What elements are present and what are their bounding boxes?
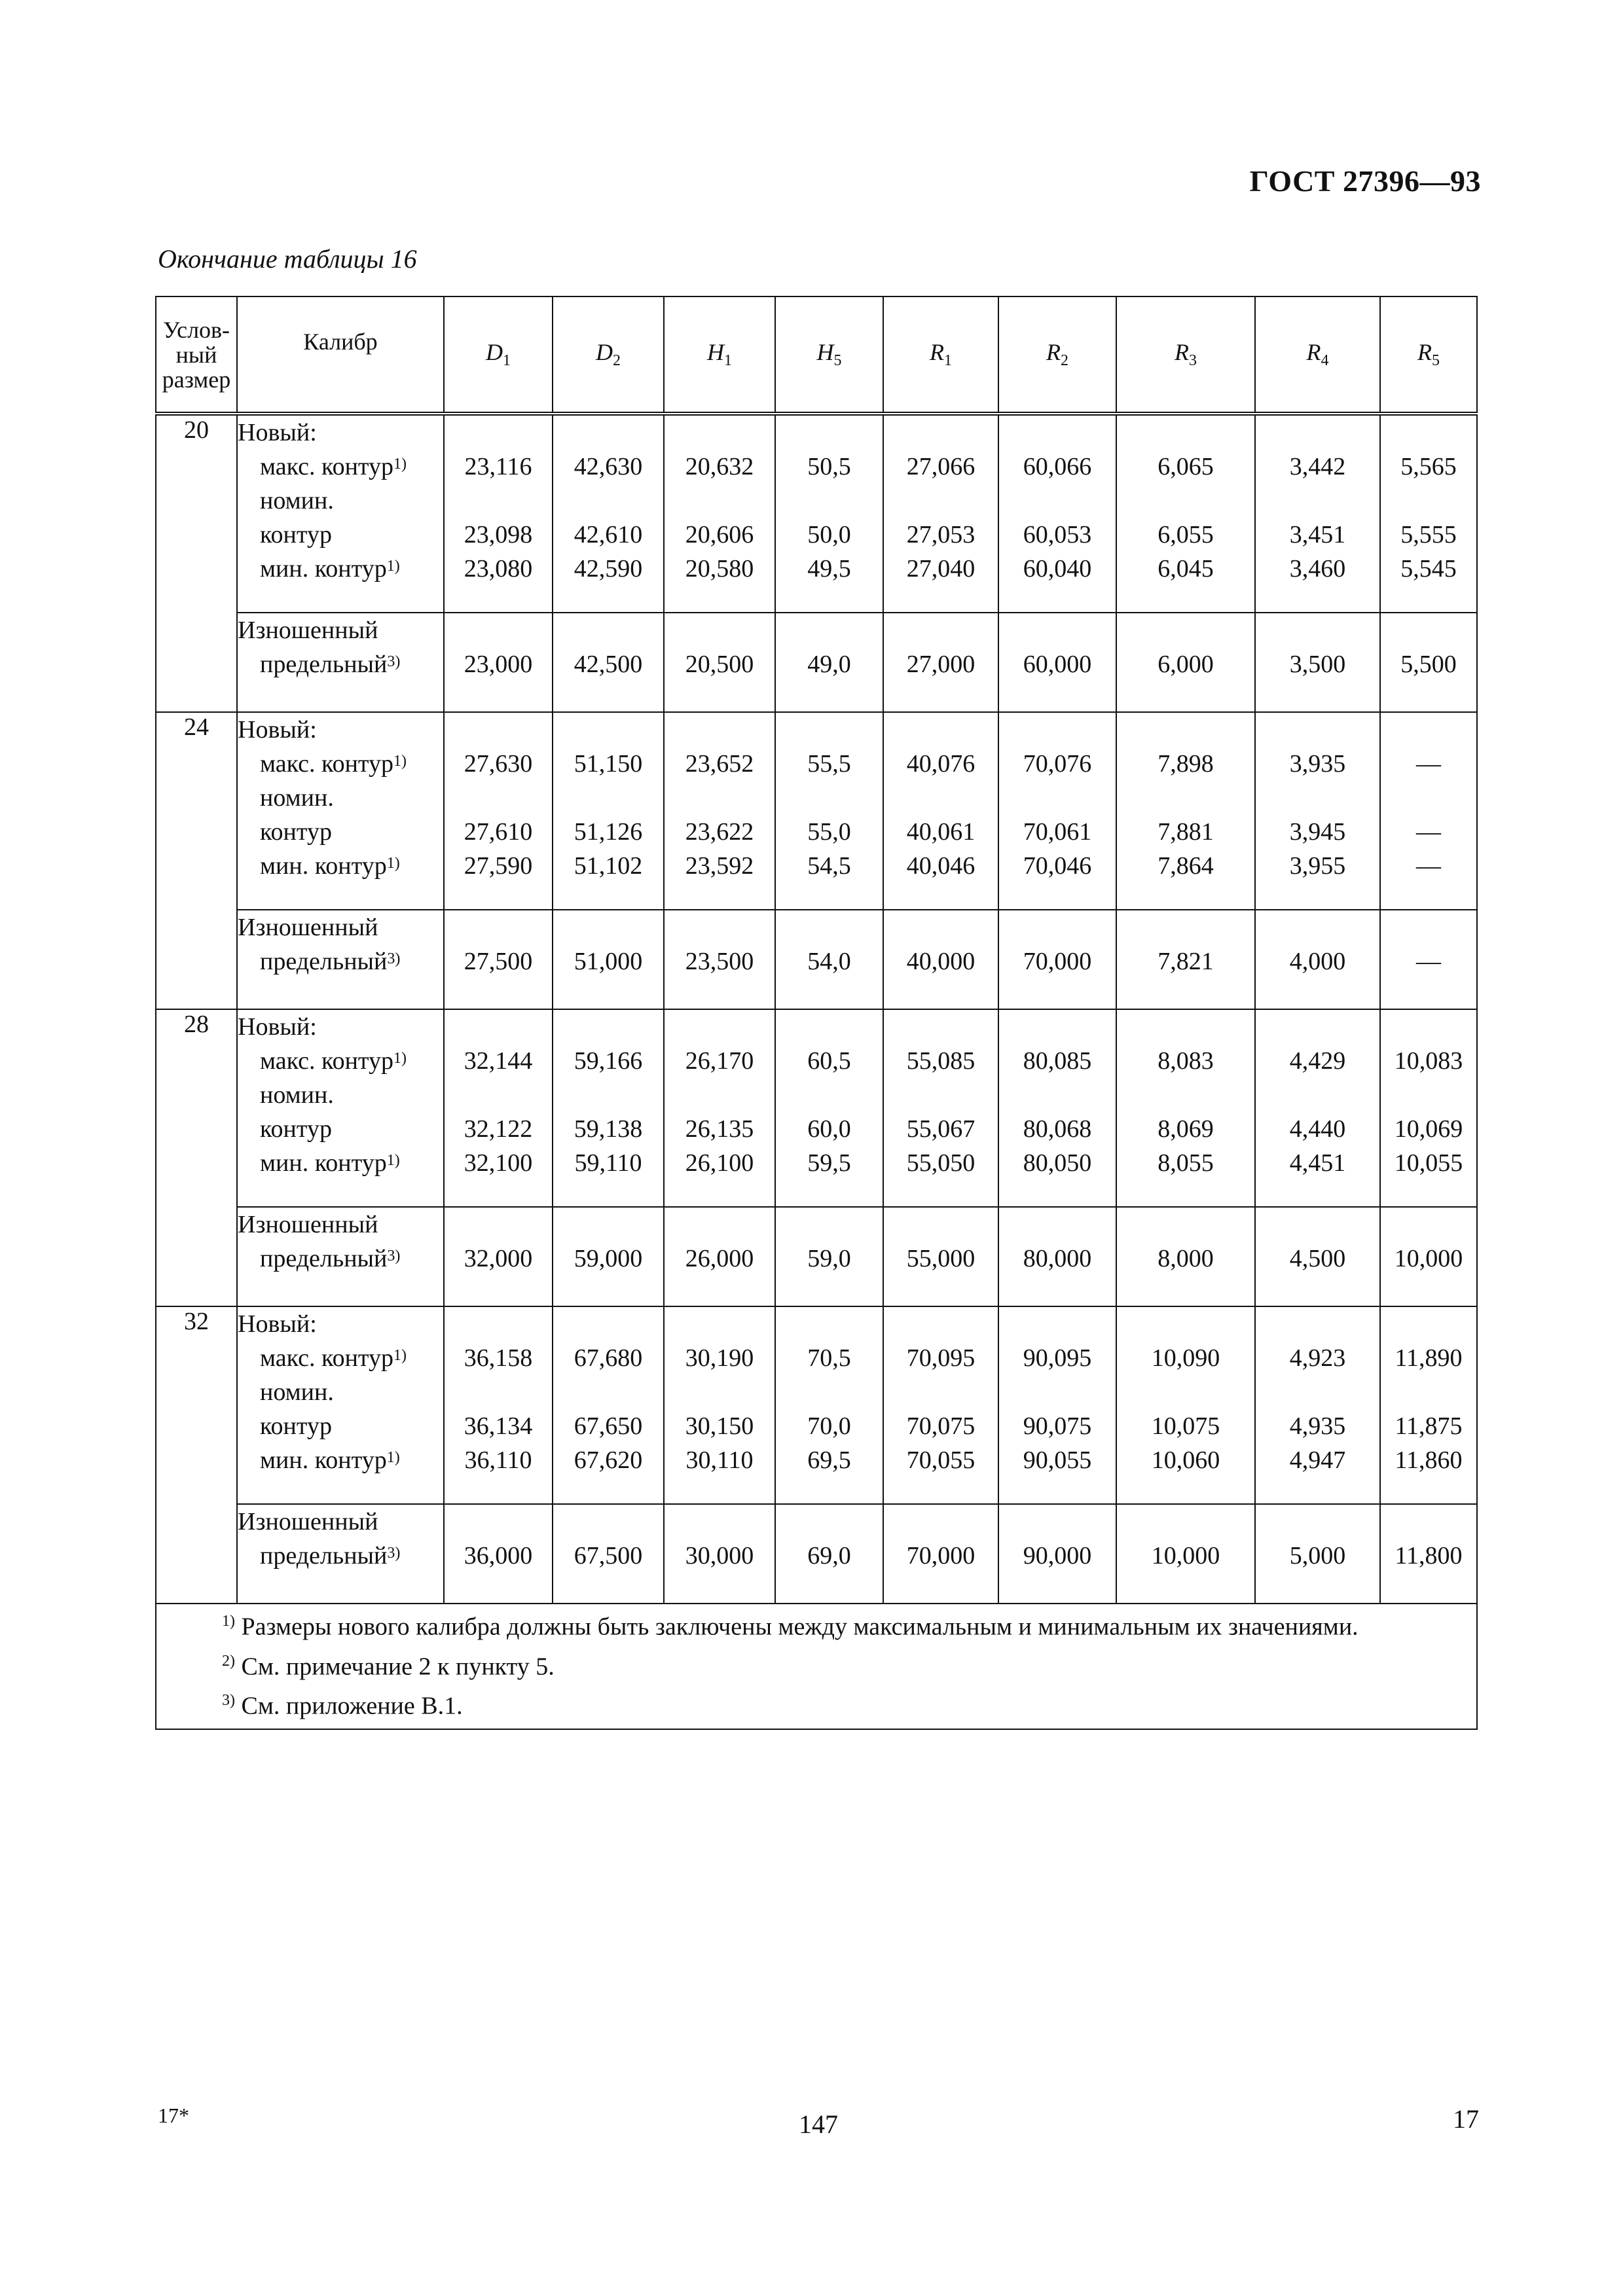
header-d1: $D_1$ [444, 296, 553, 414]
value-cell [883, 1207, 998, 1306]
value-nom: 59,138 [574, 1115, 643, 1143]
table-row [156, 910, 1477, 1009]
table-notes [156, 1604, 1477, 1729]
value-worn: 11,800 [1395, 1542, 1463, 1570]
value-cell [1116, 613, 1255, 712]
value-worn: 23,000 [464, 651, 533, 678]
label-limit: предельный$^{3)}$ [260, 651, 401, 678]
value-cell [664, 712, 775, 910]
value-nom: 42,610 [574, 521, 643, 548]
value-min: 10,060 [1151, 1446, 1220, 1474]
value-nom: 30,150 [685, 1412, 754, 1440]
header-d2: $D_2$ [553, 296, 664, 414]
value-cell [998, 414, 1116, 613]
value-nom: 10,069 [1394, 1115, 1463, 1143]
value-cell [1380, 1504, 1477, 1604]
value-min: 23,080 [464, 555, 533, 583]
value-cell [664, 910, 775, 1009]
value-worn: 80,000 [1023, 1245, 1092, 1272]
value-min: 11,860 [1395, 1446, 1463, 1474]
label-max: макс. контур$^{1)}$ [260, 1344, 407, 1372]
header-h1: $H_1$ [664, 296, 775, 414]
value-nom: 55,067 [906, 1115, 976, 1143]
value-worn: 67,500 [574, 1542, 643, 1570]
value-cell [444, 712, 553, 910]
value-min: 6,045 [1158, 555, 1214, 583]
header-r1: $R_1$ [883, 296, 998, 414]
value-worn: 49,0 [807, 651, 851, 678]
value-max: 5,565 [1400, 453, 1457, 480]
label-min: мин. контур$^{1)}$ [260, 1446, 400, 1474]
value-cell [1380, 712, 1477, 910]
value-cell [664, 1504, 775, 1604]
value-min: 20,580 [685, 555, 754, 583]
value-max: 8,083 [1158, 1047, 1214, 1075]
table-header-row [156, 296, 1477, 414]
label-worn: Изношенный [238, 1508, 378, 1535]
value-cell [998, 712, 1116, 910]
value-worn: 69,0 [807, 1542, 851, 1570]
value-max: 27,066 [906, 453, 976, 480]
value-worn: 54,0 [807, 948, 851, 975]
value-worn: 60,000 [1023, 651, 1092, 678]
label-nom: контур [260, 1115, 332, 1143]
value-cell [883, 1009, 998, 1207]
gauge-label-new [237, 414, 444, 613]
value-nom: 80,068 [1023, 1115, 1092, 1143]
value-nom: 40,061 [906, 818, 976, 846]
value-min: 70,046 [1023, 852, 1092, 880]
value-worn: 32,000 [464, 1245, 533, 1272]
value-cell [883, 613, 998, 712]
value-cell [775, 1306, 883, 1504]
value-cell [664, 1306, 775, 1504]
value-nom: 23,098 [464, 521, 533, 548]
value-worn: 27,500 [464, 948, 533, 975]
table-row [156, 1306, 1477, 1504]
value-max: 6,065 [1158, 453, 1214, 480]
value-cell [444, 613, 553, 712]
value-worn: 7,821 [1158, 948, 1214, 975]
value-nom: 67,650 [574, 1412, 643, 1440]
value-max: 50,5 [807, 453, 851, 480]
value-max: 4,923 [1289, 1344, 1346, 1372]
value-min: 60,040 [1023, 555, 1092, 583]
value-cell [998, 1207, 1116, 1306]
table-row [156, 1504, 1477, 1604]
value-cell [444, 1009, 553, 1207]
value-worn: 6,000 [1158, 651, 1214, 678]
value-worn: 51,000 [574, 948, 643, 975]
value-max: 20,632 [685, 453, 754, 480]
value-cell [998, 1009, 1116, 1207]
value-nom: 4,935 [1289, 1412, 1346, 1440]
footer-doc-page: 17 [1453, 2104, 1479, 2134]
table-row [156, 613, 1477, 712]
value-max: 3,935 [1289, 750, 1346, 778]
label-worn: Изношенный [238, 914, 378, 941]
label-limit: предельный$^{3)}$ [260, 1542, 401, 1570]
value-max: 23,116 [464, 453, 532, 480]
value-min: 49,5 [807, 555, 851, 583]
value-cell [775, 1504, 883, 1604]
value-worn: 5,500 [1400, 651, 1457, 678]
note-2: $^{2)}$ См. примечание 2 к пункту 5. [222, 1652, 555, 1681]
label-nom: контур [260, 1412, 332, 1440]
label-new: Новый: [238, 419, 317, 446]
value-min: 51,102 [574, 852, 643, 880]
value-max: 40,076 [906, 750, 976, 778]
value-max: 51,150 [574, 750, 643, 778]
value-max: 70,076 [1023, 750, 1092, 778]
value-nom: 50,0 [807, 521, 851, 548]
value-cell [553, 910, 664, 1009]
value-cell [883, 1504, 998, 1604]
value-nom: 26,135 [685, 1115, 754, 1143]
value-nom: 55,0 [807, 818, 851, 846]
value-cell [775, 712, 883, 910]
value-nom: 3,945 [1289, 818, 1346, 846]
gauge-label-worn [237, 613, 444, 712]
value-max: 60,5 [807, 1047, 851, 1075]
value-min: 8,055 [1158, 1149, 1214, 1177]
value-cell [1380, 910, 1477, 1009]
value-nom: 27,610 [464, 818, 533, 846]
header-r4: $R_4$ [1255, 296, 1380, 414]
value-max: 10,083 [1394, 1047, 1463, 1075]
value-cell [444, 414, 553, 613]
label-min: мин. контур$^{1)}$ [260, 555, 400, 583]
value-cell [444, 1207, 553, 1306]
value-min: 23,592 [685, 852, 754, 880]
value-min: 54,5 [807, 852, 851, 880]
value-worn: 30,000 [685, 1542, 754, 1570]
value-max: 30,190 [685, 1344, 754, 1372]
value-nom: 4,440 [1289, 1115, 1346, 1143]
value-min: 80,050 [1023, 1149, 1092, 1177]
value-cell [664, 414, 775, 613]
value-worn: 70,000 [1023, 948, 1092, 975]
value-max: 55,5 [807, 750, 851, 778]
value-worn: 55,000 [906, 1245, 976, 1272]
value-worn: 59,0 [807, 1245, 851, 1272]
value-nom: 51,126 [574, 818, 643, 846]
value-worn: 4,500 [1289, 1245, 1346, 1272]
header-size-line: размер [162, 366, 231, 393]
label-nom: номин. [260, 1081, 334, 1109]
value-nom: 8,069 [1158, 1115, 1214, 1143]
value-cell [998, 1306, 1116, 1504]
value-nom: 23,622 [685, 818, 754, 846]
value-nom: 5,555 [1400, 521, 1457, 548]
value-max: 59,166 [574, 1047, 643, 1075]
value-cell [1255, 910, 1380, 1009]
value-cell [1380, 1306, 1477, 1504]
value-cell [553, 1306, 664, 1504]
value-cell [998, 1504, 1116, 1604]
value-cell [1116, 910, 1255, 1009]
value-cell [1255, 1207, 1380, 1306]
value-cell [998, 910, 1116, 1009]
value-worn: 27,000 [906, 651, 976, 678]
table-row [156, 414, 1477, 613]
label-nom: контур [260, 818, 332, 846]
value-cell [1116, 1207, 1255, 1306]
value-min: 59,110 [574, 1149, 642, 1177]
value-cell [1380, 613, 1477, 712]
value-cell [444, 1504, 553, 1604]
value-nom: 70,075 [906, 1412, 976, 1440]
value-min: 59,5 [807, 1149, 851, 1177]
notes-row [156, 1604, 1477, 1729]
value-max: 67,680 [574, 1344, 643, 1372]
value-worn: 36,000 [464, 1542, 533, 1570]
label-limit: предельный$^{3)}$ [260, 948, 401, 975]
value-worn: 42,500 [574, 651, 643, 678]
value-worn: 20,500 [685, 651, 754, 678]
label-max: макс. контур$^{1)}$ [260, 1047, 407, 1075]
value-worn: 5,000 [1289, 1542, 1346, 1570]
size-cell: 32 [156, 1306, 237, 1604]
value-min: 67,620 [574, 1446, 643, 1474]
value-cell [1255, 414, 1380, 613]
value-cell [998, 613, 1116, 712]
value-cell [775, 414, 883, 613]
header-r2: $R_2$ [998, 296, 1116, 414]
value-cell [664, 613, 775, 712]
footer-sheet-mark: 17* [158, 2104, 189, 2127]
value-max: 23,652 [685, 750, 754, 778]
value-min: 26,100 [685, 1149, 754, 1177]
label-worn: Изношенный [238, 1211, 378, 1238]
gauge-label-worn [237, 1207, 444, 1306]
value-worn: — [1416, 948, 1441, 975]
value-max: 36,158 [464, 1344, 533, 1372]
value-worn: 10,000 [1151, 1542, 1220, 1570]
value-min: 4,451 [1289, 1149, 1346, 1177]
value-max: — [1416, 750, 1441, 778]
value-nom: 27,053 [906, 521, 976, 548]
value-worn: 40,000 [906, 948, 976, 975]
value-cell [553, 613, 664, 712]
document-code: ГОСТ 27396—93 [1249, 164, 1481, 198]
value-cell [775, 910, 883, 1009]
value-cell [1255, 1306, 1380, 1504]
value-nom: 6,055 [1158, 521, 1214, 548]
value-max: 26,170 [685, 1047, 754, 1075]
note-3: $^{3)}$ См. приложение B.1. [222, 1692, 463, 1720]
value-min: 4,947 [1289, 1446, 1346, 1474]
value-max: 70,5 [807, 1344, 851, 1372]
header-gauge: Калибр [237, 296, 444, 414]
label-new: Новый: [238, 1013, 317, 1041]
value-worn: 3,500 [1289, 651, 1346, 678]
value-cell [1116, 712, 1255, 910]
label-min: мин. контур$^{1)}$ [260, 852, 400, 880]
value-max: 55,085 [906, 1047, 976, 1075]
value-cell [775, 1207, 883, 1306]
value-min: 42,590 [574, 555, 643, 583]
value-nom: 11,875 [1395, 1412, 1463, 1440]
value-nom: 60,053 [1023, 521, 1092, 548]
value-nom: 10,075 [1151, 1412, 1220, 1440]
value-cell [1116, 1504, 1255, 1604]
header-r3: $R_3$ [1116, 296, 1255, 414]
value-max: 90,095 [1023, 1344, 1092, 1372]
value-min: 3,460 [1289, 555, 1346, 583]
value-min: 7,864 [1158, 852, 1214, 880]
label-new: Новый: [238, 716, 317, 744]
value-worn: 59,000 [574, 1245, 643, 1272]
value-cell [664, 1009, 775, 1207]
value-worn: 23,500 [685, 948, 754, 975]
header-h5: $H_5$ [775, 296, 883, 414]
label-min: мин. контур$^{1)}$ [260, 1149, 400, 1177]
value-cell [883, 414, 998, 613]
footer-page-number: 147 [799, 2109, 838, 2139]
value-nom: 20,606 [685, 521, 754, 548]
size-cell: 28 [156, 1009, 237, 1306]
header-size [156, 296, 237, 414]
value-worn: 4,000 [1289, 948, 1346, 975]
label-nom: номин. [260, 487, 334, 514]
value-min: 55,050 [906, 1149, 976, 1177]
value-cell [775, 1009, 883, 1207]
value-min: 32,100 [464, 1149, 533, 1177]
value-cell [664, 1207, 775, 1306]
table-row [156, 1207, 1477, 1306]
gauge-label-new [237, 1009, 444, 1207]
value-cell [444, 1306, 553, 1504]
value-max: 27,630 [464, 750, 533, 778]
gauge-label-worn [237, 910, 444, 1009]
value-cell [883, 1306, 998, 1504]
value-cell [1255, 712, 1380, 910]
gauge-label-new [237, 1306, 444, 1504]
value-worn: 26,000 [685, 1245, 754, 1272]
table-caption: Окончание таблицы 16 [158, 244, 417, 274]
label-nom: номин. [260, 1378, 334, 1406]
value-worn: 10,000 [1394, 1245, 1463, 1272]
value-max: 7,898 [1158, 750, 1214, 778]
value-nom: 7,881 [1158, 818, 1214, 846]
note-1: $^{1)}$ Размеры нового калибра должны быть заключены между максимальным и минимальным их значениями. [222, 1613, 1359, 1641]
value-cell [553, 1504, 664, 1604]
value-min: 27,040 [906, 555, 976, 583]
table-row [156, 712, 1477, 910]
value-min: — [1416, 852, 1441, 880]
value-min: 10,055 [1394, 1149, 1463, 1177]
value-cell [1116, 1306, 1255, 1504]
value-max: 70,095 [906, 1344, 976, 1372]
value-cell [883, 910, 998, 1009]
value-nom: — [1416, 818, 1441, 846]
value-nom: 90,075 [1023, 1412, 1092, 1440]
value-cell [1116, 414, 1255, 613]
value-max: 80,085 [1023, 1047, 1092, 1075]
table-row [156, 1009, 1477, 1207]
value-cell [553, 414, 664, 613]
value-cell [1380, 414, 1477, 613]
value-worn: 90,000 [1023, 1542, 1092, 1570]
value-min: 5,545 [1400, 555, 1457, 583]
value-cell [553, 712, 664, 910]
label-max: макс. контур$^{1)}$ [260, 750, 407, 778]
value-nom: 70,0 [807, 1412, 851, 1440]
label-nom: номин. [260, 784, 334, 812]
size-cell: 20 [156, 414, 237, 712]
value-min: 90,055 [1023, 1446, 1092, 1474]
value-nom: 36,134 [464, 1412, 533, 1440]
value-max: 10,090 [1151, 1344, 1220, 1372]
gauge-label-new [237, 712, 444, 910]
label-worn: Изношенный [238, 617, 378, 644]
value-cell [553, 1207, 664, 1306]
value-min: 30,110 [685, 1446, 754, 1474]
value-cell [1255, 613, 1380, 712]
value-cell [883, 712, 998, 910]
value-nom: 70,061 [1023, 818, 1092, 846]
value-max: 60,066 [1023, 453, 1092, 480]
value-min: 27,590 [464, 852, 533, 880]
gauge-label-worn [237, 1504, 444, 1604]
label-nom: контур [260, 521, 332, 548]
value-nom: 60,0 [807, 1115, 851, 1143]
value-worn: 8,000 [1158, 1245, 1214, 1272]
value-max: 11,890 [1395, 1344, 1463, 1372]
value-worn: 70,000 [906, 1542, 976, 1570]
value-nom: 32,122 [464, 1115, 533, 1143]
value-min: 3,955 [1289, 852, 1346, 880]
header-r5: $R_5$ [1380, 296, 1477, 414]
label-new: Новый: [238, 1310, 317, 1338]
value-cell [1380, 1009, 1477, 1207]
label-limit: предельный$^{3)}$ [260, 1245, 401, 1272]
header-size-line: Услов- [162, 316, 230, 343]
value-min: 36,110 [464, 1446, 532, 1474]
value-min: 69,5 [807, 1446, 851, 1474]
value-nom: 3,451 [1289, 521, 1346, 548]
value-cell [444, 910, 553, 1009]
dimensions-table [155, 296, 1478, 1730]
size-cell: 24 [156, 712, 237, 1009]
value-cell [775, 613, 883, 712]
value-min: 40,046 [906, 852, 976, 880]
value-max: 3,442 [1289, 453, 1346, 480]
value-cell [1255, 1504, 1380, 1604]
value-cell [1116, 1009, 1255, 1207]
label-max: макс. контур$^{1)}$ [260, 453, 407, 480]
header-size-line: ный [175, 341, 217, 368]
value-min: 70,055 [906, 1446, 976, 1474]
value-max: 32,144 [464, 1047, 533, 1075]
value-cell [553, 1009, 664, 1207]
value-cell [1380, 1207, 1477, 1306]
value-max: 42,630 [574, 453, 643, 480]
value-max: 4,429 [1289, 1047, 1346, 1075]
value-cell [1255, 1009, 1380, 1207]
